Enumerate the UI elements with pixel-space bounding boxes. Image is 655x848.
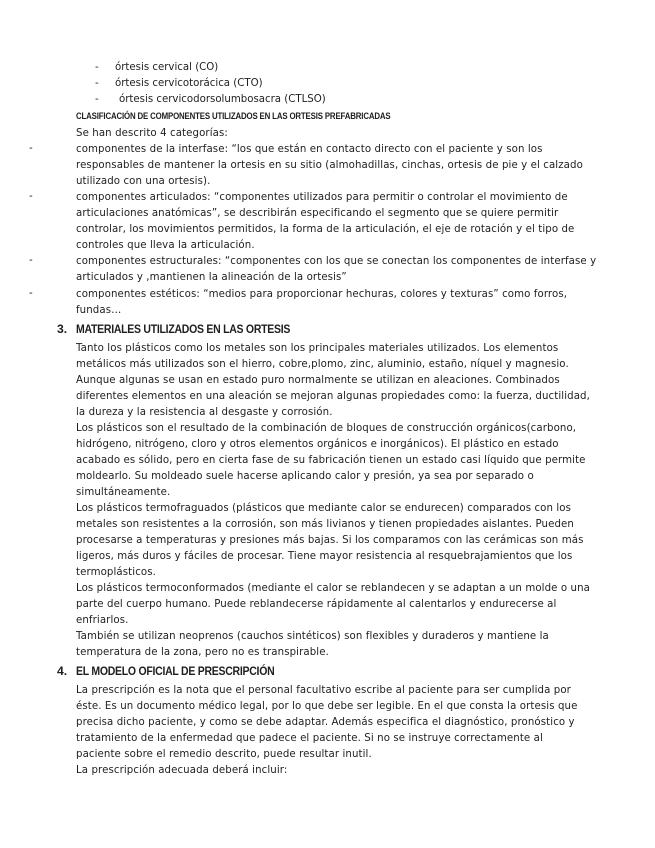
- list-bullet: -: [29, 288, 33, 299]
- paragraph-line: la dureza y la resistencia al desgaste y corrosión.: [76, 407, 333, 418]
- list-item: órtesis cervicotorácica (CTO): [115, 78, 263, 89]
- list-item: órtesis cervical (CO): [115, 62, 219, 73]
- paragraph-line: diferentes elementos en una aleación se mejoran algunas propiedades como: la fuerza, ductilidad,: [76, 391, 590, 402]
- category-line: componentes articulados: “componentes utilizados para permitir o controlar el movimiento de: [76, 192, 568, 203]
- paragraph-line: tratamiento de la enfermedad que padece el paciente. Si no se instruye correctamente al: [76, 733, 543, 744]
- category-line: componentes de la interfase: “los que están en contacto directo con el paciente y son los: [76, 144, 543, 155]
- category-line: responsables de mantener la ortesis en su sitio (almohadillas, cinchas, ortesis de pie y el calzado: [76, 160, 583, 171]
- paragraph-line: Los plásticos termoconformados (mediante el calor se reblandecen y se adaptan a un molde o una: [76, 583, 591, 594]
- paragraph-line: La prescripción adecuada deberá incluir:: [76, 765, 288, 776]
- paragraph-line: termoplásticos.: [76, 567, 156, 578]
- list-bullet: -: [95, 94, 99, 105]
- paragraph-line: Los plásticos son el resultado de la combinación de bloques de construcción orgánicos(carbono,: [76, 423, 577, 434]
- category-line: componentes estéticos: “medios para proporcionar hechuras, colores y texturas” como forros,: [76, 289, 568, 300]
- section-number: 4.: [57, 664, 68, 678]
- section-heading: MATERIALES UTILIZADOS EN LAS ORTESIS: [76, 322, 291, 336]
- category-line: articulados y ,mantienen la alineación de la ortesis”: [76, 272, 347, 283]
- paragraph-line: Tanto los plásticos como los metales son los principales materiales utilizados. Los elementos: [76, 343, 559, 354]
- paragraph-line: hidrógeno, nitrógeno, cloro y otros elementos orgánicos e inorgánicos). El plástico en estado: [76, 439, 559, 450]
- category-line: controles que lleva la articulación.: [76, 240, 255, 251]
- paragraph-line: temperatura de la zona, pero no es transpirable.: [76, 647, 329, 658]
- list-item: órtesis cervicodorsolumbosacra (CTLSO): [119, 94, 326, 105]
- paragraph-line: Los plásticos termofraguados (plásticos que mediante calor se endurecen) comparados con los: [76, 503, 572, 514]
- list-bullet: -: [29, 143, 33, 154]
- paragraph-line: acabado es sólido, pero en cierta fase de su fabricación tienen un estado casi líquido que permite: [76, 455, 586, 466]
- paragraph-line: Se han descrito 4 categorías:: [76, 128, 228, 139]
- list-bullet: -: [29, 255, 33, 266]
- list-bullet: -: [95, 78, 99, 89]
- paragraph-line: enfriarlos.: [76, 615, 129, 626]
- category-line: utilizado con una ortesis).: [76, 176, 211, 187]
- subsection-heading: CLASIFICACIÓN DE COMPONENTES UTILIZADOS EN LAS ORTESIS PREFABRICADAS: [76, 111, 391, 122]
- paragraph-line: La prescripción es la nota que el personal facultativo escribe al paciente para ser cumplida por: [76, 685, 571, 696]
- paragraph-line: paciente sobre el remedio descrito, puede resultar inutil.: [76, 749, 372, 760]
- category-line: componentes estructurales: “componentes con los que se conectan los componentes de interfase y: [76, 256, 597, 267]
- paragraph-line: Aunque algunas se usan en estado puro normalmente se utilizan en aleaciones. Combinados: [76, 375, 560, 386]
- list-bullet: -: [29, 191, 33, 202]
- paragraph-line: procesarse a temperaturas y presiones más bajas. Si los comparamos con las cerámicas son más: [76, 535, 584, 546]
- list-bullet: -: [95, 62, 99, 73]
- paragraph-line: metálicos más utilizados son el hierro, cobre,plomo, zinc, aluminio, estaño, níquel y magnesio.: [76, 359, 569, 370]
- paragraph-line: parte del cuerpo humano. Puede reblandecerse rápidamente al calentarlos y endurecerse al: [76, 599, 557, 610]
- category-line: articulaciones anatómicas”, se describirán especificando el segmento que se quiere permitir: [76, 208, 559, 219]
- section-number: 3.: [57, 322, 68, 336]
- paragraph-line: moldearlo. Su moldeado suele hacerse aplicando calor y presión, ya sea por separado o: [76, 471, 534, 482]
- category-line: controlar, los movimientos permitidos, la forma de la articulación, el eje de rotación y el tipo de: [76, 224, 575, 235]
- category-line: fundas…: [76, 305, 122, 316]
- section-heading: EL MODELO OFICIAL DE PRESCRIPCIÓN: [76, 664, 275, 678]
- paragraph-line: simultáneamente.: [76, 487, 171, 498]
- paragraph-line: metales son resistentes a la corrosión, son más livianos y tienen propiedades aislantes. Pueden: [76, 519, 574, 530]
- paragraph-line: ligeros, más duros y fáciles de procesar. Tiene mayor resistencia al resquebrajamientos que los: [76, 551, 573, 562]
- paragraph-line: precisa dicho paciente, y como se debe adaptar. Además especifica el diagnóstico, pronóstico y: [76, 717, 575, 728]
- paragraph-line: éste. Es un documento médico legal, por lo que debe ser legible. En el que consta la ortesis que: [76, 701, 578, 712]
- paragraph-line: También se utilizan neoprenos (cauchos sintéticos) son flexibles y duraderos y mantiene la: [76, 631, 549, 642]
